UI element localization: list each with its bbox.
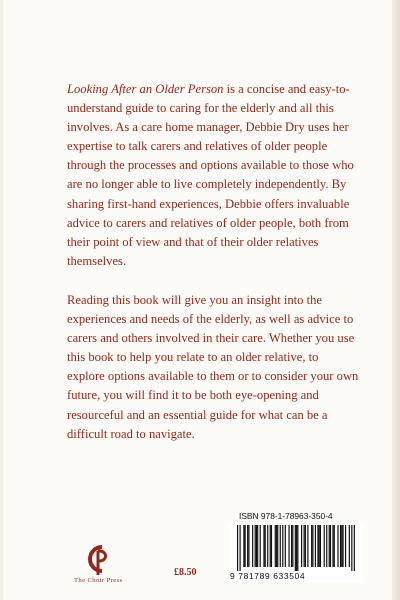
barcode-bar [334, 525, 335, 567]
barcode-bar [329, 525, 330, 567]
barcode-bar [276, 525, 277, 567]
barcode-bar [291, 525, 292, 567]
barcode-bar [243, 525, 244, 567]
barcode-bar [332, 525, 333, 567]
blurb-paragraph-1-text: is a concise and easy-to-understand guide to caring for the elderly and all this involves. As a care home manager, Debbie Dry uses her expertise to talk carers and relatives of older people through the processes and options available to those who are no longer able to live completely independently. By sharing first-hand experiences, Debbie offers invaluable advice to carers and relatives of older people, both from their point of view and that of their older relatives themselves. [67, 82, 354, 268]
cover-left-edge [0, 0, 3, 600]
barcode-bar [271, 525, 272, 567]
barcode-bar [260, 525, 261, 567]
barcode-bar [326, 525, 327, 567]
barcode-bar [292, 525, 293, 567]
isbn-label: ISBN 978-1-78963-350-4 [239, 511, 333, 521]
barcode-bar [337, 525, 338, 567]
barcode-bar [342, 525, 343, 567]
barcode-bar [245, 525, 246, 567]
price: £8.50 [174, 567, 197, 578]
publisher-name: The Choir Press [74, 577, 123, 584]
barcode-bar [248, 525, 249, 567]
barcode-bar [263, 525, 264, 567]
barcode-bar [275, 525, 276, 567]
barcode-bar [307, 525, 308, 567]
barcode-bar [295, 525, 296, 571]
barcode-bars [237, 525, 355, 571]
barcode [230, 523, 362, 583]
book-title: Looking After an Older Person [67, 82, 224, 96]
barcode-bar [297, 525, 298, 571]
barcode-bar [280, 525, 281, 567]
barcode-bar [270, 525, 271, 567]
barcode-bar [354, 525, 355, 571]
barcode-bar [324, 525, 325, 567]
barcode-bar [282, 525, 283, 567]
barcode-digits: 9 781789 633504 [230, 571, 306, 581]
barcode-bar [304, 525, 305, 567]
barcode-bar [311, 525, 312, 567]
barcode-bar [257, 525, 258, 567]
barcode-bar [341, 525, 342, 567]
blurb-paragraph-2: Reading this book will give you an insight into the experiences and needs of the elderly, as well as advice to carers and others involved in their care. Whether you use this book to help you relate to an older relative, to explore options available to them or to consider your own future, you will find it to be both eye-opening and resourceful and an essential guide for what can be a difficult road to navigate. [67, 293, 359, 441]
barcode-bar [237, 525, 238, 571]
barcode-bar [315, 525, 316, 567]
barcode-bar [317, 525, 318, 567]
barcode-bar [305, 525, 306, 567]
barcode-bar [255, 525, 256, 567]
barcode-bar [240, 525, 241, 571]
barcode-bar [265, 525, 266, 567]
barcode-bar [340, 525, 341, 567]
barcode-bar [312, 525, 313, 567]
blurb-paragraph-1 [67, 80, 359, 271]
barcode-bar [351, 525, 352, 571]
publisher-logo-icon [78, 542, 118, 576]
barcode-bar [267, 525, 268, 567]
barcode-bar [285, 525, 286, 567]
barcode-bar [320, 525, 321, 567]
barcode-bar [277, 525, 278, 567]
barcode-bar [288, 525, 289, 567]
barcode-bar [330, 525, 331, 567]
barcode-bar [256, 525, 257, 567]
cover-right-edge [392, 0, 400, 600]
barcode-bar [301, 525, 302, 567]
barcode-bar [319, 525, 320, 567]
barcode-bar [349, 525, 350, 567]
barcode-bar [296, 525, 297, 571]
barcode-bar [252, 525, 253, 567]
barcode-bar [345, 525, 346, 567]
barcode-bar [247, 525, 248, 567]
